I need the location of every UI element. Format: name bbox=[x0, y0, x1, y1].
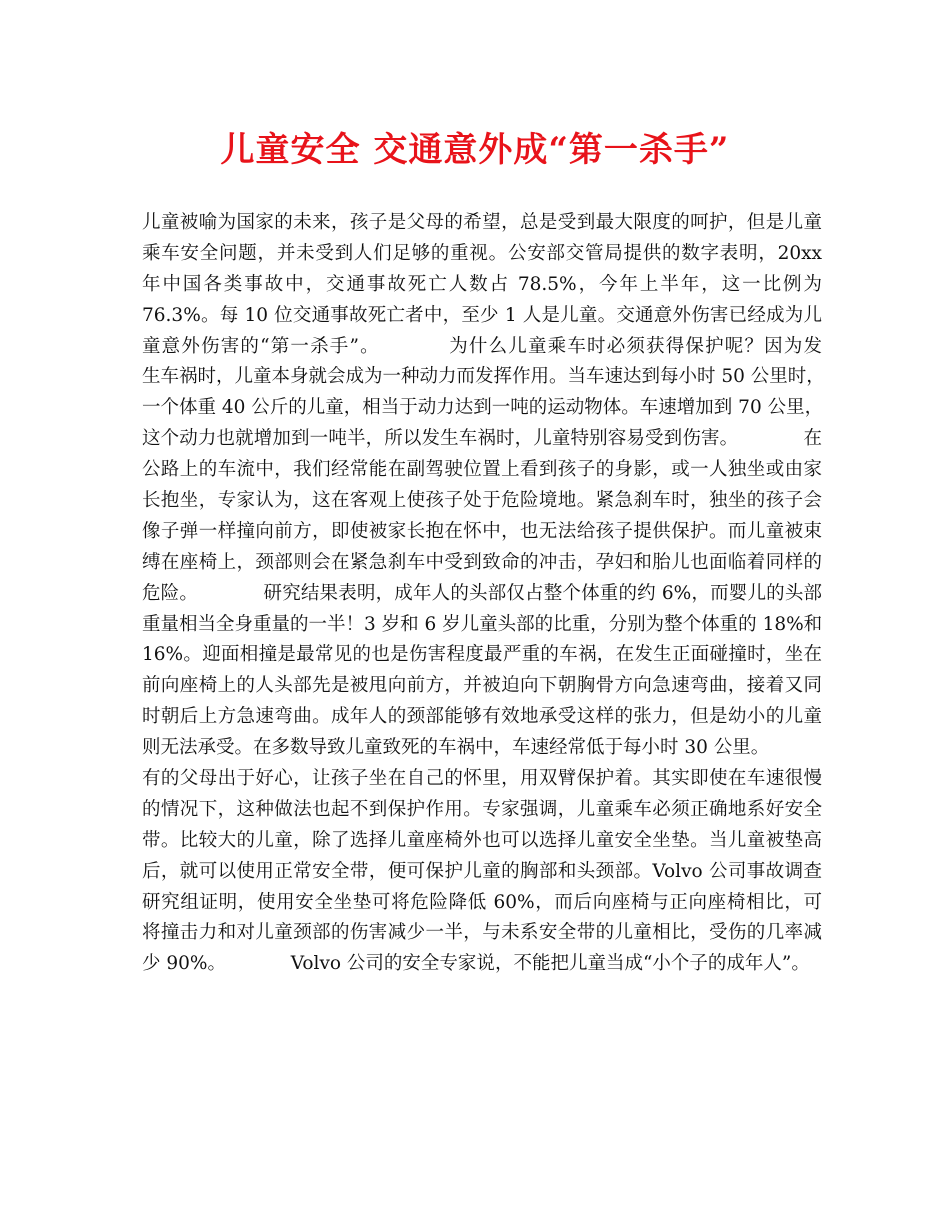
body-line: 的情况下，这种做法也起不到保护作用。专家强调，儿童乘车必须正确地系好安全 bbox=[142, 798, 822, 820]
body-line: 重量相当全身重量的一半！3 岁和 6 岁儿童头部的比重，分别为整个体重的 18%和 bbox=[142, 613, 823, 635]
body-line: 带。比较大的儿童，除了选择儿童座椅外也可以选择儿童安全坐垫。当儿童被垫高 bbox=[142, 829, 822, 851]
body-line: 童意外伤害的“第一杀手”。 为什么儿童乘车时必须获得保护呢？因为发 bbox=[142, 335, 822, 357]
body-line: 时朝后上方急速弯曲。成年人的颈部能够有效地承受这样的张力，但是幼小的儿童 bbox=[142, 706, 822, 728]
body-line: 16%。迎面相撞是最常见的也是伤害程度最严重的车祸，在发生正面碰撞时，坐在 bbox=[142, 644, 822, 666]
body-line: 将撞击力和对儿童颈部的伤害减少一半，与未系安全带的儿童相比，受伤的几率减 bbox=[142, 922, 822, 944]
body-line: 一个体重 40 公斤的儿童，相当于动力达到一吨的运动物体。车速增加到 70 公里， bbox=[142, 397, 824, 419]
body-line: 年中国各类事故中，交通事故死亡人数占 78.5%，今年上半年，这一比例为 bbox=[142, 273, 822, 295]
body-line: 长抱坐，专家认为，这在客观上使孩子处于危险境地。紧急刹车时，独坐的孩子会 bbox=[142, 490, 822, 512]
body-line: 研究组证明，使用安全坐垫可将危险降低 60%，而后向座椅与正向座椅相比，可 bbox=[142, 891, 822, 913]
body-line: 危险。 研究结果表明，成年人的头部仅占整个体重的约 6%，而婴儿的头部 bbox=[142, 582, 822, 604]
body-line: 后，就可以使用正常安全带，便可保护儿童的胸部和头颈部。Volvo 公司事故调查 bbox=[142, 860, 822, 882]
body-line: 像子弹一样撞向前方，即使被家长抱在怀中，也无法给孩子提供保护。而儿童被束 bbox=[142, 520, 822, 542]
body-line: 这个动力也就增加到一吨半，所以发生车祸时，儿童特别容易受到伤害。 在 bbox=[142, 428, 822, 450]
body-line: 有的父母出于好心，让孩子坐在自己的怀里，用双臂保护着。其实即使在车速很慢 bbox=[142, 768, 822, 790]
body-line: 公路上的车流中，我们经常能在副驾驶位置上看到孩子的身影，或一人独坐或由家 bbox=[142, 459, 822, 481]
body-line: 缚在座椅上，颈部则会在紧急刹车中受到致命的冲击，孕妇和胎儿也面临着同样的 bbox=[142, 551, 822, 573]
body-line: 生车祸时，儿童本身就会成为一种动力而发挥作用。当车速达到每小时 50 公里时， bbox=[142, 366, 825, 388]
body-line: 则无法承受。在多数导致儿童致死的车祸中，车速经常低于每小时 30 公里。 bbox=[142, 737, 770, 759]
body-line: 儿童被喻为国家的未来，孩子是父母的希望，总是受到最大限度的呵护，但是儿童 bbox=[142, 212, 822, 233]
body-line: 少 90%。 Volvo 公司的安全专家说，不能把儿童当成“小个子的成年人”。 bbox=[142, 953, 810, 975]
document-title: 儿童安全 交通意外成“第一杀手” bbox=[220, 130, 730, 170]
body-line: 76.3%。每 10 位交通事故死亡者中，至少 1 人是儿童。交通意外伤害已经成为儿 bbox=[142, 304, 822, 326]
article-body bbox=[142, 208, 825, 980]
body-line: 前向座椅上的人头部先是被甩向前方，并被迫向下朝胸骨方向急速弯曲，接着又同 bbox=[142, 675, 822, 697]
body-line: 乘车安全问题，并未受到人们足够的重视。公安部交管局提供的数字表明，20xx bbox=[142, 242, 822, 264]
